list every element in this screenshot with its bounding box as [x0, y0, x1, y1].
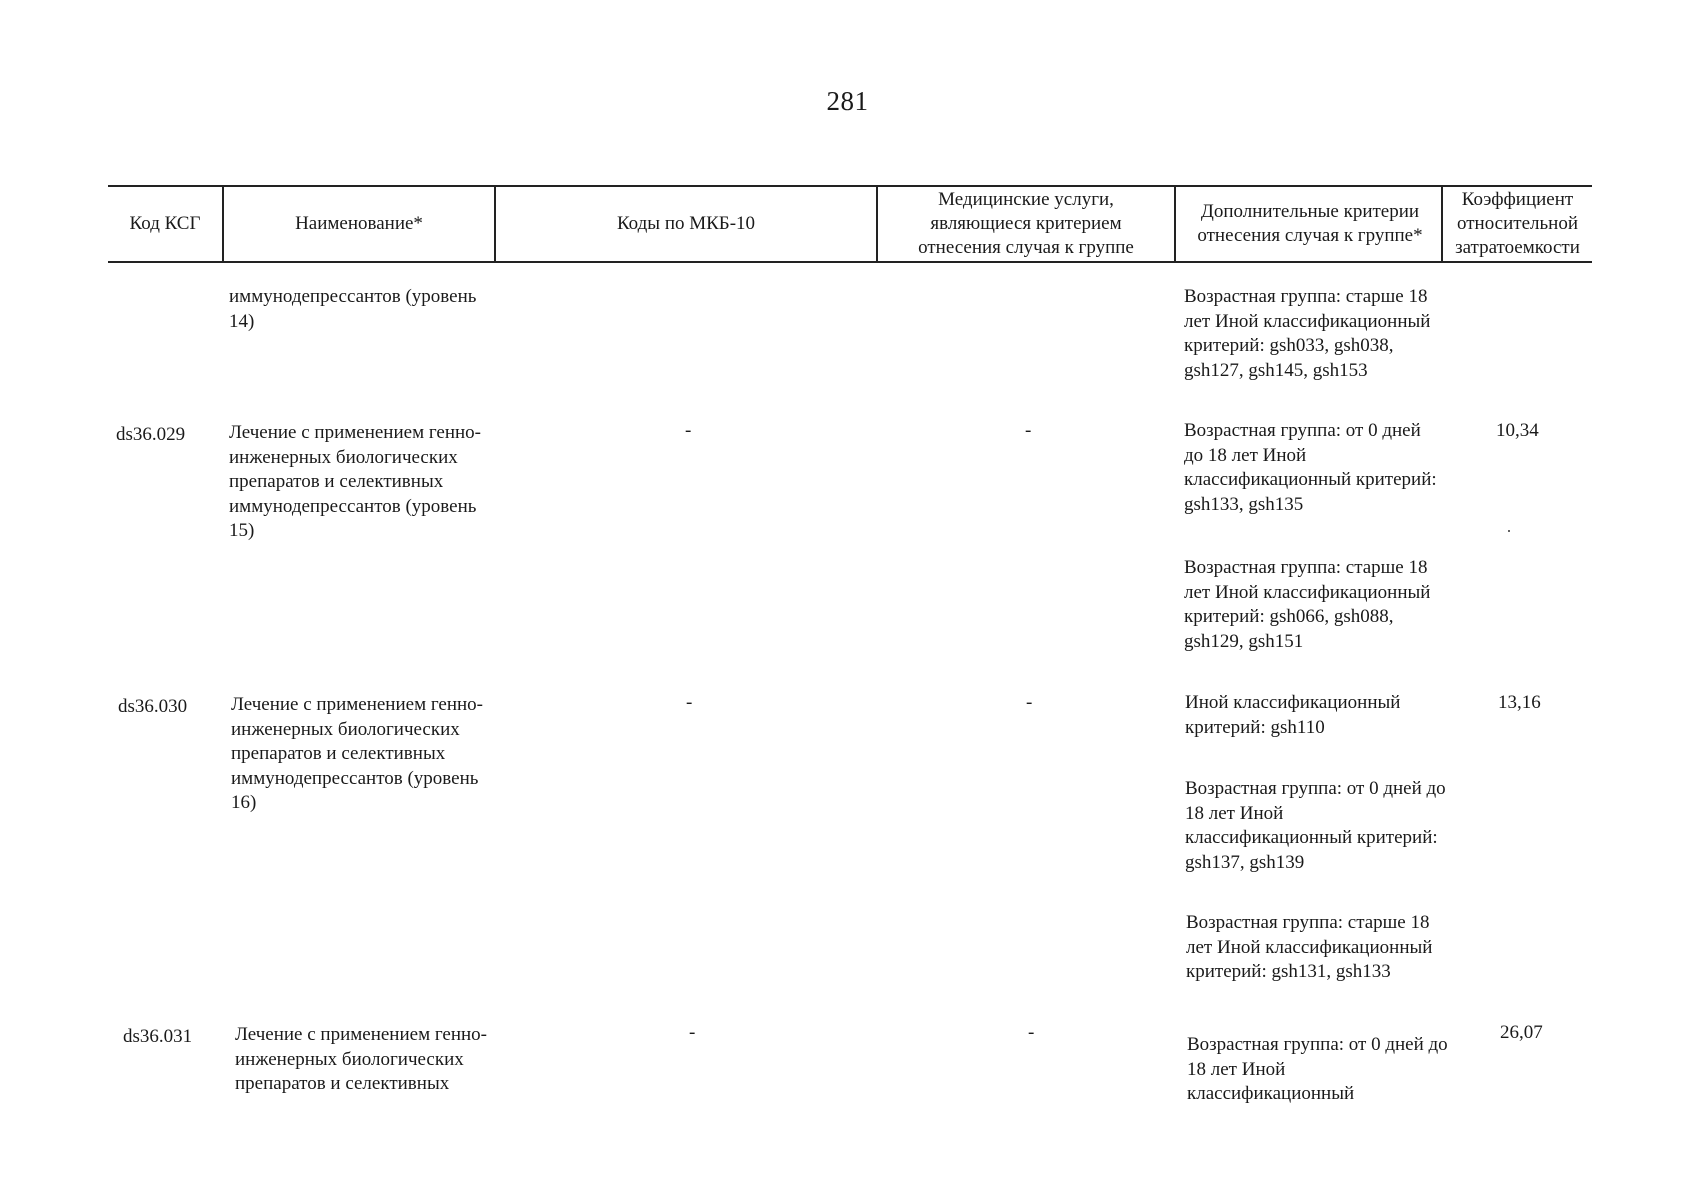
row-1-name: Лечение с применением генно-инженерных биологических препаратов и селективных иммунодепрессантов (уровень 15) — [229, 422, 481, 541]
row-3-icd-codes: - — [689, 1022, 696, 1043]
scan-speck — [1508, 530, 1510, 532]
header-coefficient: Коэффициент относительной затратоемкости — [1455, 189, 1580, 258]
row-2-icd-codes: - — [686, 692, 693, 713]
header-name: Наименование* — [295, 213, 423, 234]
row-0-name: иммунодепрессантов (уровень 14) — [229, 286, 477, 332]
row-3-criteria-0: Возрастная группа: от 0 дней до 18 лет Иной классификационный — [1187, 1034, 1448, 1104]
header-criteria: Дополнительные критерии отнесения случая к группе* — [1197, 201, 1423, 246]
row-1-icd-codes: - — [685, 420, 692, 441]
row-2-criteria-0: Иной классификационный критерий: gsh110 — [1185, 692, 1401, 738]
header-code: Код КСГ — [129, 213, 201, 234]
row-1-services: - — [1025, 420, 1032, 441]
row-3-services: - — [1028, 1022, 1035, 1043]
row-3-name: Лечение с применением генно-инженерных биологических препаратов и селективных — [235, 1024, 487, 1094]
row-1-code: ds36.029 — [116, 424, 186, 445]
row-2-name: Лечение с применением генно-инженерных биологических препаратов и селективных иммунодепрессантов (уровень 16) — [231, 694, 483, 813]
row-3-code: ds36.031 — [123, 1026, 193, 1047]
row-3-coefficient: 26,07 — [1500, 1022, 1543, 1043]
row-1-criteria-0: Возрастная группа: от 0 дней до 18 лет Иной классификационный критерий: gsh133, gsh135 — [1184, 420, 1437, 515]
page-number: 281 — [826, 86, 869, 116]
header-divider-4 — [1174, 186, 1176, 262]
row-2-criteria-1: Возрастная группа: от 0 дней до 18 лет Иной классификационный критерий: gsh137, gsh139 — [1185, 778, 1446, 873]
row-2-coefficient: 13,16 — [1498, 692, 1541, 713]
row-2-services: - — [1026, 692, 1033, 713]
header-services: Медицинские услуги, являющиеся критерием отнесения случая к группе — [918, 189, 1134, 258]
row-0-criteria-0: Возрастная группа: старше 18 лет Иной классификационный критерий: gsh033, gsh038, gsh127, gsh145, gsh153 — [1184, 286, 1431, 381]
row-2-code: ds36.030 — [118, 696, 188, 717]
row-2-criteria-2: Возрастная группа: старше 18 лет Иной классификационный критерий: gsh131, gsh133 — [1186, 912, 1433, 982]
row-1-criteria-1: Возрастная группа: старше 18 лет Иной классификационный критерий: gsh066, gsh088, gsh129, gsh151 — [1184, 557, 1431, 652]
row-1-coefficient: 10,34 — [1496, 420, 1539, 441]
header-divider-3 — [876, 186, 878, 262]
header-icd-codes: Коды по МКБ-10 — [616, 213, 756, 234]
